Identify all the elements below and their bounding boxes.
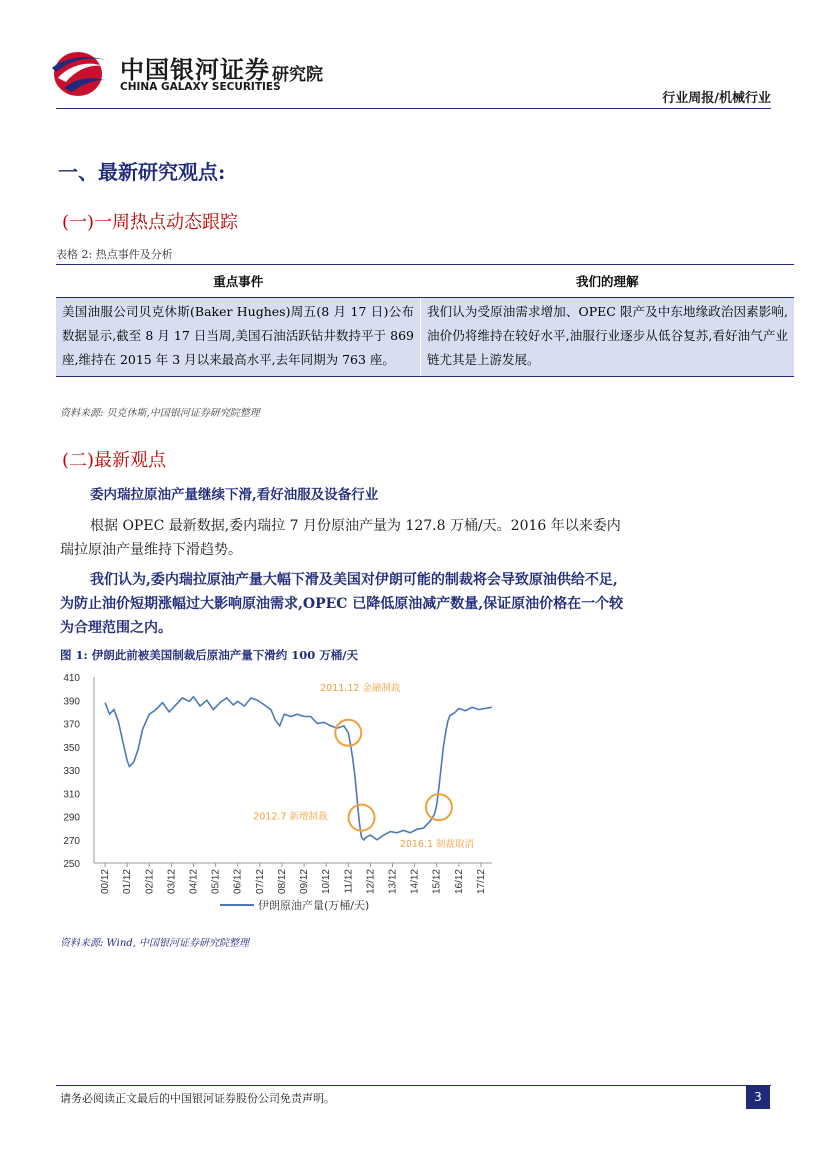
y-tick-label: 290 xyxy=(63,812,80,824)
paragraph-our-view: 我们认为,委内瑞拉原油产量大幅下滑及美国对伊朗可能的制裁将会导致原油供给不足,为防止油价短期涨幅过大影响原油需求,OPEC 已降低原油减产数量,保证原油价格在一个较为合理范围之内。 xyxy=(60,572,624,636)
figure-title: 图 1: 伊朗此前被美国制裁后原油产量下滑约 100 万桶/天 xyxy=(60,648,358,662)
y-tick-label: 310 xyxy=(63,789,80,801)
x-tick-label: 09/12 xyxy=(299,869,311,895)
paragraph-opec-data: 根据 OPEC 最新数据,委内瑞拉 7 月份原油产量为 127.8 万桶/天。2016 年以来委内瑞拉原油产量维持下滑趋势。 xyxy=(60,518,621,558)
x-tick-label: 11/12 xyxy=(343,869,355,894)
x-tick-label: 12/12 xyxy=(365,869,377,895)
header-divider xyxy=(56,108,771,109)
x-tick-label: 04/12 xyxy=(188,869,200,895)
x-tick-label: 07/12 xyxy=(254,869,266,895)
logo-company-name: 中国银河证券 xyxy=(120,56,270,84)
hot-events-table xyxy=(56,264,794,377)
x-tick-label: 06/12 xyxy=(232,869,244,895)
annotation-label: 2016.1 制裁取消 xyxy=(399,839,475,851)
section-title: 一、最新研究观点: xyxy=(58,160,226,184)
iran-oil-production-chart xyxy=(40,664,520,924)
x-tick-label: 13/12 xyxy=(387,869,399,895)
y-tick-label: 390 xyxy=(63,696,80,708)
x-tick-label: 05/12 xyxy=(210,869,222,895)
y-tick-label: 270 xyxy=(63,835,80,847)
y-tick-label: 250 xyxy=(63,859,80,870)
footer-divider xyxy=(56,1085,771,1086)
figure-source: 资料来源: Wind, 中国银河证券研究院整理 xyxy=(60,938,250,949)
report-type: 行业周报/机械行业 xyxy=(662,91,771,106)
table-header-understanding: 我们的理解 xyxy=(421,265,795,298)
annotation-circle xyxy=(349,805,375,831)
x-tick-label: 02/12 xyxy=(144,869,156,895)
table-row xyxy=(56,298,794,377)
y-tick-label: 370 xyxy=(63,719,80,731)
x-tick-label: 10/12 xyxy=(321,869,333,895)
footer-disclaimer: 请务必阅读正文最后的中国银河证券股份公司免责声明。 xyxy=(60,1092,335,1105)
subheading: 委内瑞拉原油产量继续下滑,看好油服及设备行业 xyxy=(90,487,379,503)
page-number: 3 xyxy=(746,1085,770,1109)
table-cell-understanding: 我们认为受原油需求增加、OPEC 限产及中东地缘政治因素影响,油价仍将维持在较好水平,油服行业逐步从低谷复苏,看好油气产业链尤其是上游发展。 xyxy=(421,298,795,377)
subsection-title-hot-events: (一)一周热点动态跟踪 xyxy=(62,212,239,233)
annotation-circle xyxy=(426,794,452,820)
subsection-title-latest-views: (二)最新观点 xyxy=(62,450,167,471)
y-tick-label: 330 xyxy=(63,766,80,777)
x-tick-label: 03/12 xyxy=(166,869,178,895)
annotation-label: 2011.12 金融制裁 xyxy=(320,682,401,694)
annotation-label: 2012.7 新增制裁 xyxy=(253,811,328,823)
table-source: 资料来源: 贝克休斯,中国银河证券研究院整理 xyxy=(60,408,260,419)
x-tick-label: 14/12 xyxy=(409,869,421,895)
x-tick-label: 01/12 xyxy=(122,869,134,895)
table-header-event: 重点事件 xyxy=(56,265,421,298)
x-tick-label: 00/12 xyxy=(100,869,112,895)
logo-english-name: CHINA GALAXY SECURITIES xyxy=(120,81,281,93)
y-tick-label: 410 xyxy=(63,673,80,684)
y-tick-label: 350 xyxy=(63,742,80,754)
galaxy-logo-icon xyxy=(42,44,114,100)
table-cell-event: 美国油服公司贝克休斯(Baker Hughes)周五(8 月 17 日)公布数据显示,截至 8 月 17 日当周,美国石油活跃钻井数持平于 869 座,维持在 2015 年 3 月以来最高水平,去年同期为 763 座。 xyxy=(56,298,421,377)
x-tick-label: 16/12 xyxy=(453,869,465,895)
x-tick-label: 08/12 xyxy=(276,869,288,895)
table-header-row xyxy=(56,265,794,298)
x-tick-label: 17/12 xyxy=(475,869,487,895)
table-caption: 表格 2: 热点事件及分析 xyxy=(56,248,173,261)
x-tick-label: 15/12 xyxy=(431,869,443,895)
logo-institute: 研究院 xyxy=(272,65,323,85)
legend-label: 伊朗原油产量(万桶/天) xyxy=(258,899,370,912)
